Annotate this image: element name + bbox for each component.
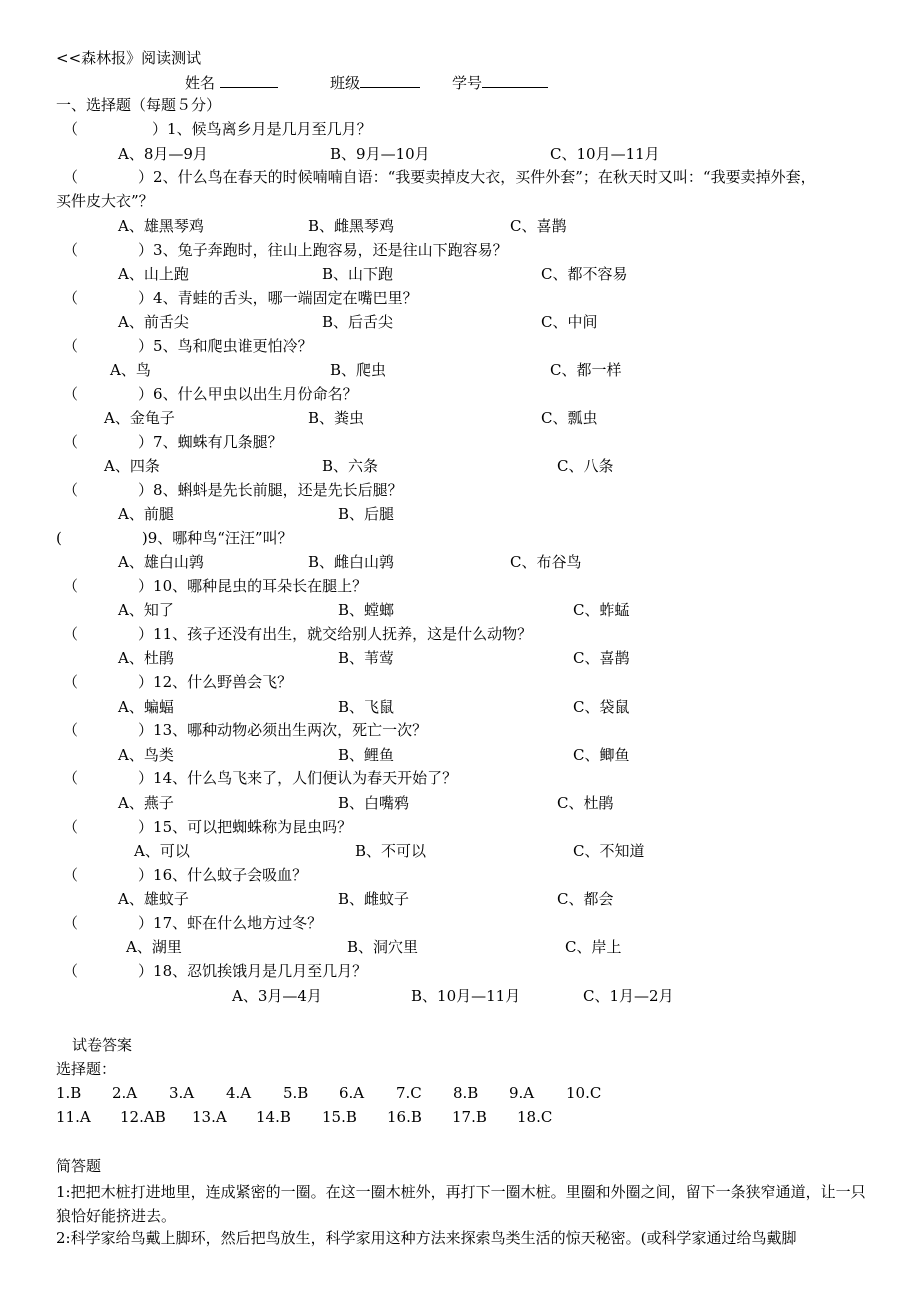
q7-option-a[interactable]: A、四条 xyxy=(104,457,160,475)
question-13: （ ）13、哪种动物必须出生两次，死亡一次？ xyxy=(63,721,428,739)
answer-7: 7.C xyxy=(396,1084,422,1102)
q7-option-c[interactable]: C、八条 xyxy=(557,457,614,475)
q12-option-a[interactable]: A、蝙蝠 xyxy=(118,698,174,716)
q7-option-b[interactable]: B、六条 xyxy=(322,457,379,475)
q1-option-b[interactable]: B、9月—10月 xyxy=(330,145,430,163)
question-15: （ ）15、可以把蜘蛛称为昆虫吗？ xyxy=(63,818,353,836)
answer-17: 17.B xyxy=(452,1108,487,1126)
question-7: （ ）7、蜘蛛有几条腿？ xyxy=(63,433,283,451)
q12-option-c[interactable]: C、袋鼠 xyxy=(573,698,630,716)
q16-option-a[interactable]: A、雄蚊子 xyxy=(118,890,189,908)
short-answer-label: 简答题 xyxy=(56,1157,102,1175)
question-16: （ ）16、什么蚊子会吸血？ xyxy=(63,866,308,884)
short-answer-2: 2:科学家给鸟戴上脚环，然后把鸟放生，科学家用这种方法来探索鸟类生活的惊天秘密。(或科学家通过给鸟戴脚 xyxy=(56,1229,797,1247)
question-6: （ ）6、什么甲虫以出生月份命名？ xyxy=(63,385,358,403)
section-heading: 一、选择题（每题５分） xyxy=(56,96,222,114)
q18-option-a[interactable]: A、3月—4月 xyxy=(232,987,322,1005)
q12-option-b[interactable]: B、飞鼠 xyxy=(338,698,395,716)
question-5: （ ）5、鸟和爬虫谁更怕冷？ xyxy=(63,337,313,355)
answer-4: 4.A xyxy=(226,1084,252,1102)
question-14: （ ）14、什么鸟飞来了，人们便认为春天开始了？ xyxy=(63,769,458,787)
q3-option-b[interactable]: B、山下跑 xyxy=(322,265,394,283)
q11-option-b[interactable]: B、苇莺 xyxy=(338,649,395,667)
q14-option-a[interactable]: A、燕子 xyxy=(118,794,174,812)
answer-2: 2.A xyxy=(112,1084,138,1102)
q14-option-c[interactable]: C、杜鹃 xyxy=(557,794,614,812)
class-label: 班级 xyxy=(330,72,420,93)
q8-option-a[interactable]: A、前腿 xyxy=(118,505,174,523)
q15-option-c[interactable]: C、不知道 xyxy=(573,842,645,860)
answer-13: 13.A xyxy=(192,1108,227,1126)
q5-option-a[interactable]: A、鸟 xyxy=(110,361,151,379)
q5-option-b[interactable]: B、爬虫 xyxy=(330,361,387,379)
q5-option-c[interactable]: C、都一样 xyxy=(550,361,622,379)
q9-option-c[interactable]: C、布谷鸟 xyxy=(510,553,582,571)
answer-1: 1.B xyxy=(56,1084,82,1102)
answer-12: 12.AB xyxy=(120,1108,166,1126)
q10-option-b[interactable]: B、螳螂 xyxy=(338,601,395,619)
q18-option-b[interactable]: B、10月—11月 xyxy=(411,987,521,1005)
question-18: （ ）18、忍饥挨饿月是几月至几月？ xyxy=(63,962,368,980)
q18-option-c[interactable]: C、1月—2月 xyxy=(583,987,674,1005)
q6-option-c[interactable]: C、瓢虫 xyxy=(541,409,598,427)
answer-11: 11.A xyxy=(56,1108,91,1126)
question-3: （ ）3、兔子奔跑时，往山上跑容易，还是往山下跑容易？ xyxy=(63,241,508,259)
question-12: （ ）12、什么野兽会飞？ xyxy=(63,673,293,691)
q15-option-a[interactable]: A、可以 xyxy=(134,842,190,860)
q13-option-c[interactable]: C、鲫鱼 xyxy=(573,746,630,764)
id-label: 学号 xyxy=(452,72,548,93)
answer-5: 5.B xyxy=(283,1084,309,1102)
q6-option-b[interactable]: B、粪虫 xyxy=(308,409,365,427)
q15-option-b[interactable]: B、不可以 xyxy=(355,842,427,860)
name-label: 姓名 xyxy=(185,72,278,93)
question-10: （ ）10、哪种昆虫的耳朵长在腿上？ xyxy=(63,577,368,595)
q17-option-c[interactable]: C、岸上 xyxy=(565,938,622,956)
q16-option-b[interactable]: B、雌蚊子 xyxy=(338,890,410,908)
q2-option-a[interactable]: A、雄黑琴鸡 xyxy=(118,217,204,235)
q17-option-b[interactable]: B、洞穴里 xyxy=(347,938,419,956)
answer-6: 6.A xyxy=(339,1084,365,1102)
q13-option-a[interactable]: A、鸟类 xyxy=(118,746,174,764)
question-4: （ ）4、青蛙的舌头，哪一端固定在嘴巴里？ xyxy=(63,289,418,307)
id-blank[interactable] xyxy=(482,72,548,88)
choice-answers-label: 选择题： xyxy=(56,1060,117,1078)
q2-option-b[interactable]: B、雌黑琴鸡 xyxy=(308,217,395,235)
q10-option-a[interactable]: A、知了 xyxy=(118,601,174,619)
question-11: （ ）11、孩子还没有出生，就交给别人抚养，这是什么动物？ xyxy=(63,625,533,643)
q3-option-c[interactable]: C、都不容易 xyxy=(541,265,628,283)
q13-option-b[interactable]: B、鲤鱼 xyxy=(338,746,395,764)
q16-option-c[interactable]: C、都会 xyxy=(557,890,614,908)
answer-3: 3.A xyxy=(169,1084,195,1102)
name-blank[interactable] xyxy=(220,72,278,88)
q17-option-a[interactable]: A、湖里 xyxy=(126,938,182,956)
q11-option-c[interactable]: C、喜鹊 xyxy=(573,649,630,667)
class-blank[interactable] xyxy=(360,72,420,88)
answer-14: 14.B xyxy=(256,1108,291,1126)
answers-title: 试卷答案 xyxy=(72,1036,133,1054)
question-1: （ ）1、候鸟离乡月是几月至几月？ xyxy=(63,120,372,138)
answer-15: 15.B xyxy=(322,1108,357,1126)
q9-option-b[interactable]: B、雌白山鹑 xyxy=(308,553,395,571)
answer-8: 8.B xyxy=(453,1084,479,1102)
short-answer-1: 1:把把木桩打进地里，连成紧密的一圈。在这一圈木桩外，再打下一圈木桩。里圈和外圈之间，留下一条狭窄通道，让一只狼恰好能挤进去。 xyxy=(56,1183,866,1225)
q4-option-c[interactable]: C、中间 xyxy=(541,313,598,331)
q2-option-c[interactable]: C、喜鹊 xyxy=(510,217,567,235)
q6-option-a[interactable]: A、金龟子 xyxy=(104,409,175,427)
q1-option-c[interactable]: C、10月—11月 xyxy=(550,145,660,163)
answer-18: 18.C xyxy=(517,1108,553,1126)
q11-option-a[interactable]: A、杜鹃 xyxy=(118,649,174,667)
answer-9: 9.A xyxy=(509,1084,535,1102)
question-9: ( )9、哪种鸟“汪汪”叫？ xyxy=(56,529,293,547)
q10-option-c[interactable]: C、蚱蜢 xyxy=(573,601,630,619)
question-2-continued: 买件皮大衣”？ xyxy=(56,192,154,210)
answer-10: 10.C xyxy=(566,1084,602,1102)
page-title: <<森林报》阅读测试 xyxy=(56,49,202,67)
q3-option-a[interactable]: A、山上跑 xyxy=(118,265,189,283)
q1-option-a[interactable]: A、8月—9月 xyxy=(118,145,208,163)
answer-16: 16.B xyxy=(387,1108,422,1126)
q4-option-a[interactable]: A、前舌尖 xyxy=(118,313,189,331)
q9-option-a[interactable]: A、雄白山鹑 xyxy=(118,553,204,571)
q8-option-b[interactable]: B、后腿 xyxy=(338,505,395,523)
question-17: （ ）17、虾在什么地方过冬？ xyxy=(63,914,323,932)
question-2: （ ）2、什么鸟在春天的时候喃喃自语：“我要卖掉皮大衣，买件外套”；在秋天时又叫：“我要卖掉外套， xyxy=(63,168,816,186)
question-8: （ ）8、蝌蚪是先长前腿，还是先长后腿？ xyxy=(63,481,403,499)
q14-option-b[interactable]: B、白嘴鸦 xyxy=(338,794,410,812)
q4-option-b[interactable]: B、后舌尖 xyxy=(322,313,394,331)
